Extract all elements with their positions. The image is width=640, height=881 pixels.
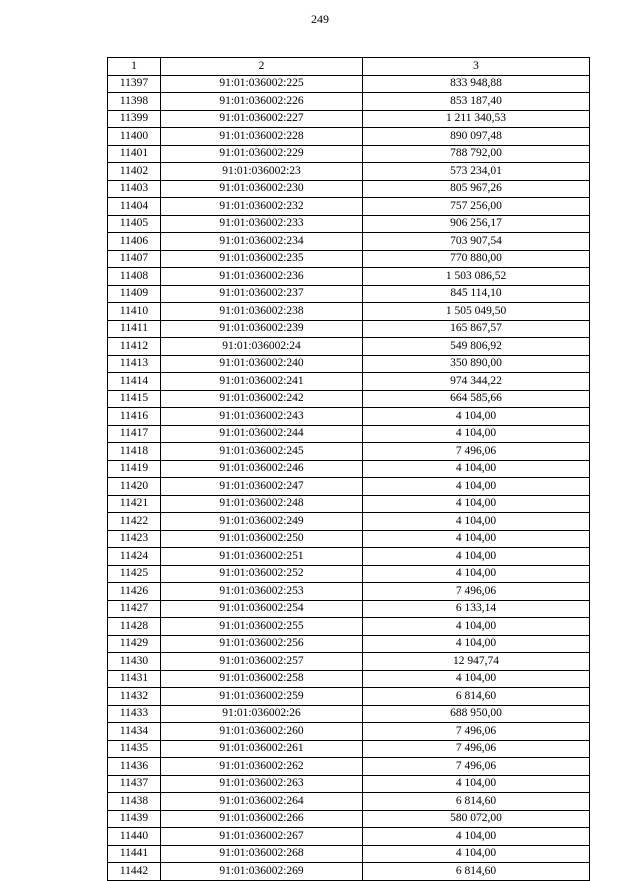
table-row xyxy=(108,233,590,251)
row-number-cell: 11414 xyxy=(108,373,161,391)
table-row xyxy=(108,618,590,636)
row-number-cell: 11402 xyxy=(108,163,161,181)
cadastral-number-cell: 91:01:036002:235 xyxy=(161,250,363,268)
value-cell: 4 104,00 xyxy=(363,530,590,548)
value-cell: 906 256,17 xyxy=(363,215,590,233)
cadastral-number-cell: 91:01:036002:268 xyxy=(161,845,363,863)
cadastral-number-cell: 91:01:036002:244 xyxy=(161,425,363,443)
table-row xyxy=(108,635,590,653)
cadastral-number-cell: 91:01:036002:229 xyxy=(161,145,363,163)
table-row xyxy=(108,688,590,706)
table-row xyxy=(108,565,590,583)
row-number-cell: 11407 xyxy=(108,250,161,268)
row-number-cell: 11421 xyxy=(108,495,161,513)
table-row xyxy=(108,338,590,356)
value-cell: 4 104,00 xyxy=(363,775,590,793)
cadastral-number-cell: 91:01:036002:252 xyxy=(161,565,363,583)
row-number-cell: 11440 xyxy=(108,828,161,846)
cadastral-number-cell: 91:01:036002:256 xyxy=(161,635,363,653)
value-cell: 4 104,00 xyxy=(363,565,590,583)
row-number-cell: 11401 xyxy=(108,145,161,163)
value-cell: 770 880,00 xyxy=(363,250,590,268)
value-cell: 7 496,06 xyxy=(363,758,590,776)
value-cell: 4 104,00 xyxy=(363,670,590,688)
table-row xyxy=(108,408,590,426)
table-row xyxy=(108,548,590,566)
table-row xyxy=(108,845,590,863)
value-cell: 4 104,00 xyxy=(363,408,590,426)
row-number-cell: 11426 xyxy=(108,583,161,601)
value-cell: 688 950,00 xyxy=(363,705,590,723)
value-cell: 4 104,00 xyxy=(363,460,590,478)
value-cell: 890 097,48 xyxy=(363,128,590,146)
value-cell: 703 907,54 xyxy=(363,233,590,251)
value-cell: 12 947,74 xyxy=(363,653,590,671)
value-cell: 1 211 340,53 xyxy=(363,110,590,128)
table-row xyxy=(108,355,590,373)
row-number-cell: 11418 xyxy=(108,443,161,461)
table-row xyxy=(108,775,590,793)
row-number-cell: 11432 xyxy=(108,688,161,706)
table-row xyxy=(108,110,590,128)
row-number-cell: 11400 xyxy=(108,128,161,146)
value-cell: 549 806,92 xyxy=(363,338,590,356)
row-number-cell: 11420 xyxy=(108,478,161,496)
row-number-cell: 11423 xyxy=(108,530,161,548)
value-cell: 853 187,40 xyxy=(363,93,590,111)
value-cell: 4 104,00 xyxy=(363,548,590,566)
table-row xyxy=(108,303,590,321)
value-cell: 4 104,00 xyxy=(363,618,590,636)
row-number-cell: 11410 xyxy=(108,303,161,321)
cadastral-number-cell: 91:01:036002:234 xyxy=(161,233,363,251)
table-row xyxy=(108,723,590,741)
row-number-cell: 11411 xyxy=(108,320,161,338)
row-number-cell: 11439 xyxy=(108,810,161,828)
table-row xyxy=(108,495,590,513)
value-cell: 1 503 086,52 xyxy=(363,268,590,286)
cadastral-number-cell: 91:01:036002:242 xyxy=(161,390,363,408)
row-number-cell: 11424 xyxy=(108,548,161,566)
cadastral-number-cell: 91:01:036002:266 xyxy=(161,810,363,828)
table-row xyxy=(108,215,590,233)
table-row xyxy=(108,425,590,443)
value-cell: 7 496,06 xyxy=(363,723,590,741)
column-header-2: 2 xyxy=(161,58,363,76)
value-cell: 4 104,00 xyxy=(363,635,590,653)
cadastral-number-cell: 91:01:036002:248 xyxy=(161,495,363,513)
row-number-cell: 11397 xyxy=(108,75,161,93)
row-number-cell: 11417 xyxy=(108,425,161,443)
value-cell: 6 814,60 xyxy=(363,688,590,706)
value-cell: 1 505 049,50 xyxy=(363,303,590,321)
cadastral-number-cell: 91:01:036002:267 xyxy=(161,828,363,846)
row-number-cell: 11422 xyxy=(108,513,161,531)
cadastral-number-cell: 91:01:036002:236 xyxy=(161,268,363,286)
cadastral-number-cell: 91:01:036002:23 xyxy=(161,163,363,181)
table-row xyxy=(108,75,590,93)
header-row xyxy=(108,58,590,76)
cadastral-number-cell: 91:01:036002:249 xyxy=(161,513,363,531)
cadastral-number-cell: 91:01:036002:260 xyxy=(161,723,363,741)
value-cell: 788 792,00 xyxy=(363,145,590,163)
table-row xyxy=(108,530,590,548)
cadastral-number-cell: 91:01:036002:259 xyxy=(161,688,363,706)
table-row xyxy=(108,145,590,163)
cadastral-number-cell: 91:01:036002:261 xyxy=(161,740,363,758)
cadastral-number-cell: 91:01:036002:237 xyxy=(161,285,363,303)
table-row xyxy=(108,513,590,531)
row-number-cell: 11405 xyxy=(108,215,161,233)
table-row xyxy=(108,93,590,111)
value-cell: 6 133,14 xyxy=(363,600,590,618)
value-cell: 845 114,10 xyxy=(363,285,590,303)
value-cell: 573 234,01 xyxy=(363,163,590,181)
cadastral-number-cell: 91:01:036002:247 xyxy=(161,478,363,496)
value-cell: 757 256,00 xyxy=(363,198,590,216)
table-row xyxy=(108,758,590,776)
row-number-cell: 11412 xyxy=(108,338,161,356)
row-number-cell: 11437 xyxy=(108,775,161,793)
value-cell: 7 496,06 xyxy=(363,583,590,601)
row-number-cell: 11425 xyxy=(108,565,161,583)
row-number-cell: 11419 xyxy=(108,460,161,478)
row-number-cell: 11406 xyxy=(108,233,161,251)
value-cell: 974 344,22 xyxy=(363,373,590,391)
cadastral-number-cell: 91:01:036002:258 xyxy=(161,670,363,688)
cadastral-number-cell: 91:01:036002:230 xyxy=(161,180,363,198)
value-cell: 165 867,57 xyxy=(363,320,590,338)
row-number-cell: 11416 xyxy=(108,408,161,426)
cadastral-number-cell: 91:01:036002:262 xyxy=(161,758,363,776)
cadastral-number-cell: 91:01:036002:257 xyxy=(161,653,363,671)
value-cell: 7 496,06 xyxy=(363,740,590,758)
row-number-cell: 11413 xyxy=(108,355,161,373)
cadastral-number-cell: 91:01:036002:232 xyxy=(161,198,363,216)
cadastral-number-cell: 91:01:036002:263 xyxy=(161,775,363,793)
value-cell: 805 967,26 xyxy=(363,180,590,198)
table-row xyxy=(108,810,590,828)
table-header xyxy=(108,58,590,76)
table-row xyxy=(108,250,590,268)
column-header-1: 1 xyxy=(108,58,161,76)
table-row xyxy=(108,600,590,618)
data-table xyxy=(107,57,590,881)
cadastral-number-cell: 91:01:036002:254 xyxy=(161,600,363,618)
cadastral-number-cell: 91:01:036002:24 xyxy=(161,338,363,356)
row-number-cell: 11399 xyxy=(108,110,161,128)
cadastral-number-cell: 91:01:036002:255 xyxy=(161,618,363,636)
value-cell: 4 104,00 xyxy=(363,495,590,513)
row-number-cell: 11441 xyxy=(108,845,161,863)
row-number-cell: 11433 xyxy=(108,705,161,723)
value-cell: 7 496,06 xyxy=(363,443,590,461)
table-row xyxy=(108,128,590,146)
table-row xyxy=(108,198,590,216)
value-cell: 6 814,60 xyxy=(363,793,590,811)
row-number-cell: 11431 xyxy=(108,670,161,688)
cadastral-number-cell: 91:01:036002:241 xyxy=(161,373,363,391)
cadastral-number-cell: 91:01:036002:253 xyxy=(161,583,363,601)
table-row xyxy=(108,793,590,811)
cadastral-number-cell: 91:01:036002:26 xyxy=(161,705,363,723)
row-number-cell: 11429 xyxy=(108,635,161,653)
value-cell: 4 104,00 xyxy=(363,828,590,846)
page-number: 249 xyxy=(311,12,329,26)
table-row xyxy=(108,478,590,496)
table-row xyxy=(108,705,590,723)
cadastral-number-cell: 91:01:036002:225 xyxy=(161,75,363,93)
cadastral-number-cell: 91:01:036002:228 xyxy=(161,128,363,146)
cadastral-number-cell: 91:01:036002:245 xyxy=(161,443,363,461)
row-number-cell: 11409 xyxy=(108,285,161,303)
table-row xyxy=(108,180,590,198)
cadastral-number-cell: 91:01:036002:243 xyxy=(161,408,363,426)
table-row xyxy=(108,740,590,758)
cadastral-number-cell: 91:01:036002:240 xyxy=(161,355,363,373)
table-row xyxy=(108,320,590,338)
row-number-cell: 11442 xyxy=(108,863,161,881)
row-number-cell: 11430 xyxy=(108,653,161,671)
value-cell: 4 104,00 xyxy=(363,478,590,496)
table-row xyxy=(108,863,590,881)
cadastral-number-cell: 91:01:036002:233 xyxy=(161,215,363,233)
cadastral-number-cell: 91:01:036002:246 xyxy=(161,460,363,478)
cadastral-number-cell: 91:01:036002:251 xyxy=(161,548,363,566)
cadastral-number-cell: 91:01:036002:264 xyxy=(161,793,363,811)
cadastral-number-cell: 91:01:036002:226 xyxy=(161,93,363,111)
value-cell: 4 104,00 xyxy=(363,845,590,863)
row-number-cell: 11427 xyxy=(108,600,161,618)
value-cell: 580 072,00 xyxy=(363,810,590,828)
row-number-cell: 11398 xyxy=(108,93,161,111)
value-cell: 4 104,00 xyxy=(363,513,590,531)
value-cell: 350 890,00 xyxy=(363,355,590,373)
value-cell: 6 814,60 xyxy=(363,863,590,881)
cadastral-number-cell: 91:01:036002:239 xyxy=(161,320,363,338)
cadastral-number-cell: 91:01:036002:227 xyxy=(161,110,363,128)
value-cell: 833 948,88 xyxy=(363,75,590,93)
row-number-cell: 11436 xyxy=(108,758,161,776)
table-row xyxy=(108,828,590,846)
row-number-cell: 11438 xyxy=(108,793,161,811)
table-row xyxy=(108,268,590,286)
table-row xyxy=(108,583,590,601)
cadastral-number-cell: 91:01:036002:250 xyxy=(161,530,363,548)
table-row xyxy=(108,670,590,688)
table-row xyxy=(108,163,590,181)
value-cell: 4 104,00 xyxy=(363,425,590,443)
value-cell: 664 585,66 xyxy=(363,390,590,408)
table-row xyxy=(108,390,590,408)
table-row xyxy=(108,285,590,303)
row-number-cell: 11428 xyxy=(108,618,161,636)
table-row xyxy=(108,653,590,671)
row-number-cell: 11435 xyxy=(108,740,161,758)
cadastral-number-cell: 91:01:036002:269 xyxy=(161,863,363,881)
table-body xyxy=(108,75,590,880)
row-number-cell: 11408 xyxy=(108,268,161,286)
cadastral-number-cell: 91:01:036002:238 xyxy=(161,303,363,321)
table-row xyxy=(108,443,590,461)
table-row xyxy=(108,460,590,478)
column-header-3: 3 xyxy=(363,58,590,76)
row-number-cell: 11434 xyxy=(108,723,161,741)
row-number-cell: 11404 xyxy=(108,198,161,216)
table-row xyxy=(108,373,590,391)
row-number-cell: 11403 xyxy=(108,180,161,198)
row-number-cell: 11415 xyxy=(108,390,161,408)
